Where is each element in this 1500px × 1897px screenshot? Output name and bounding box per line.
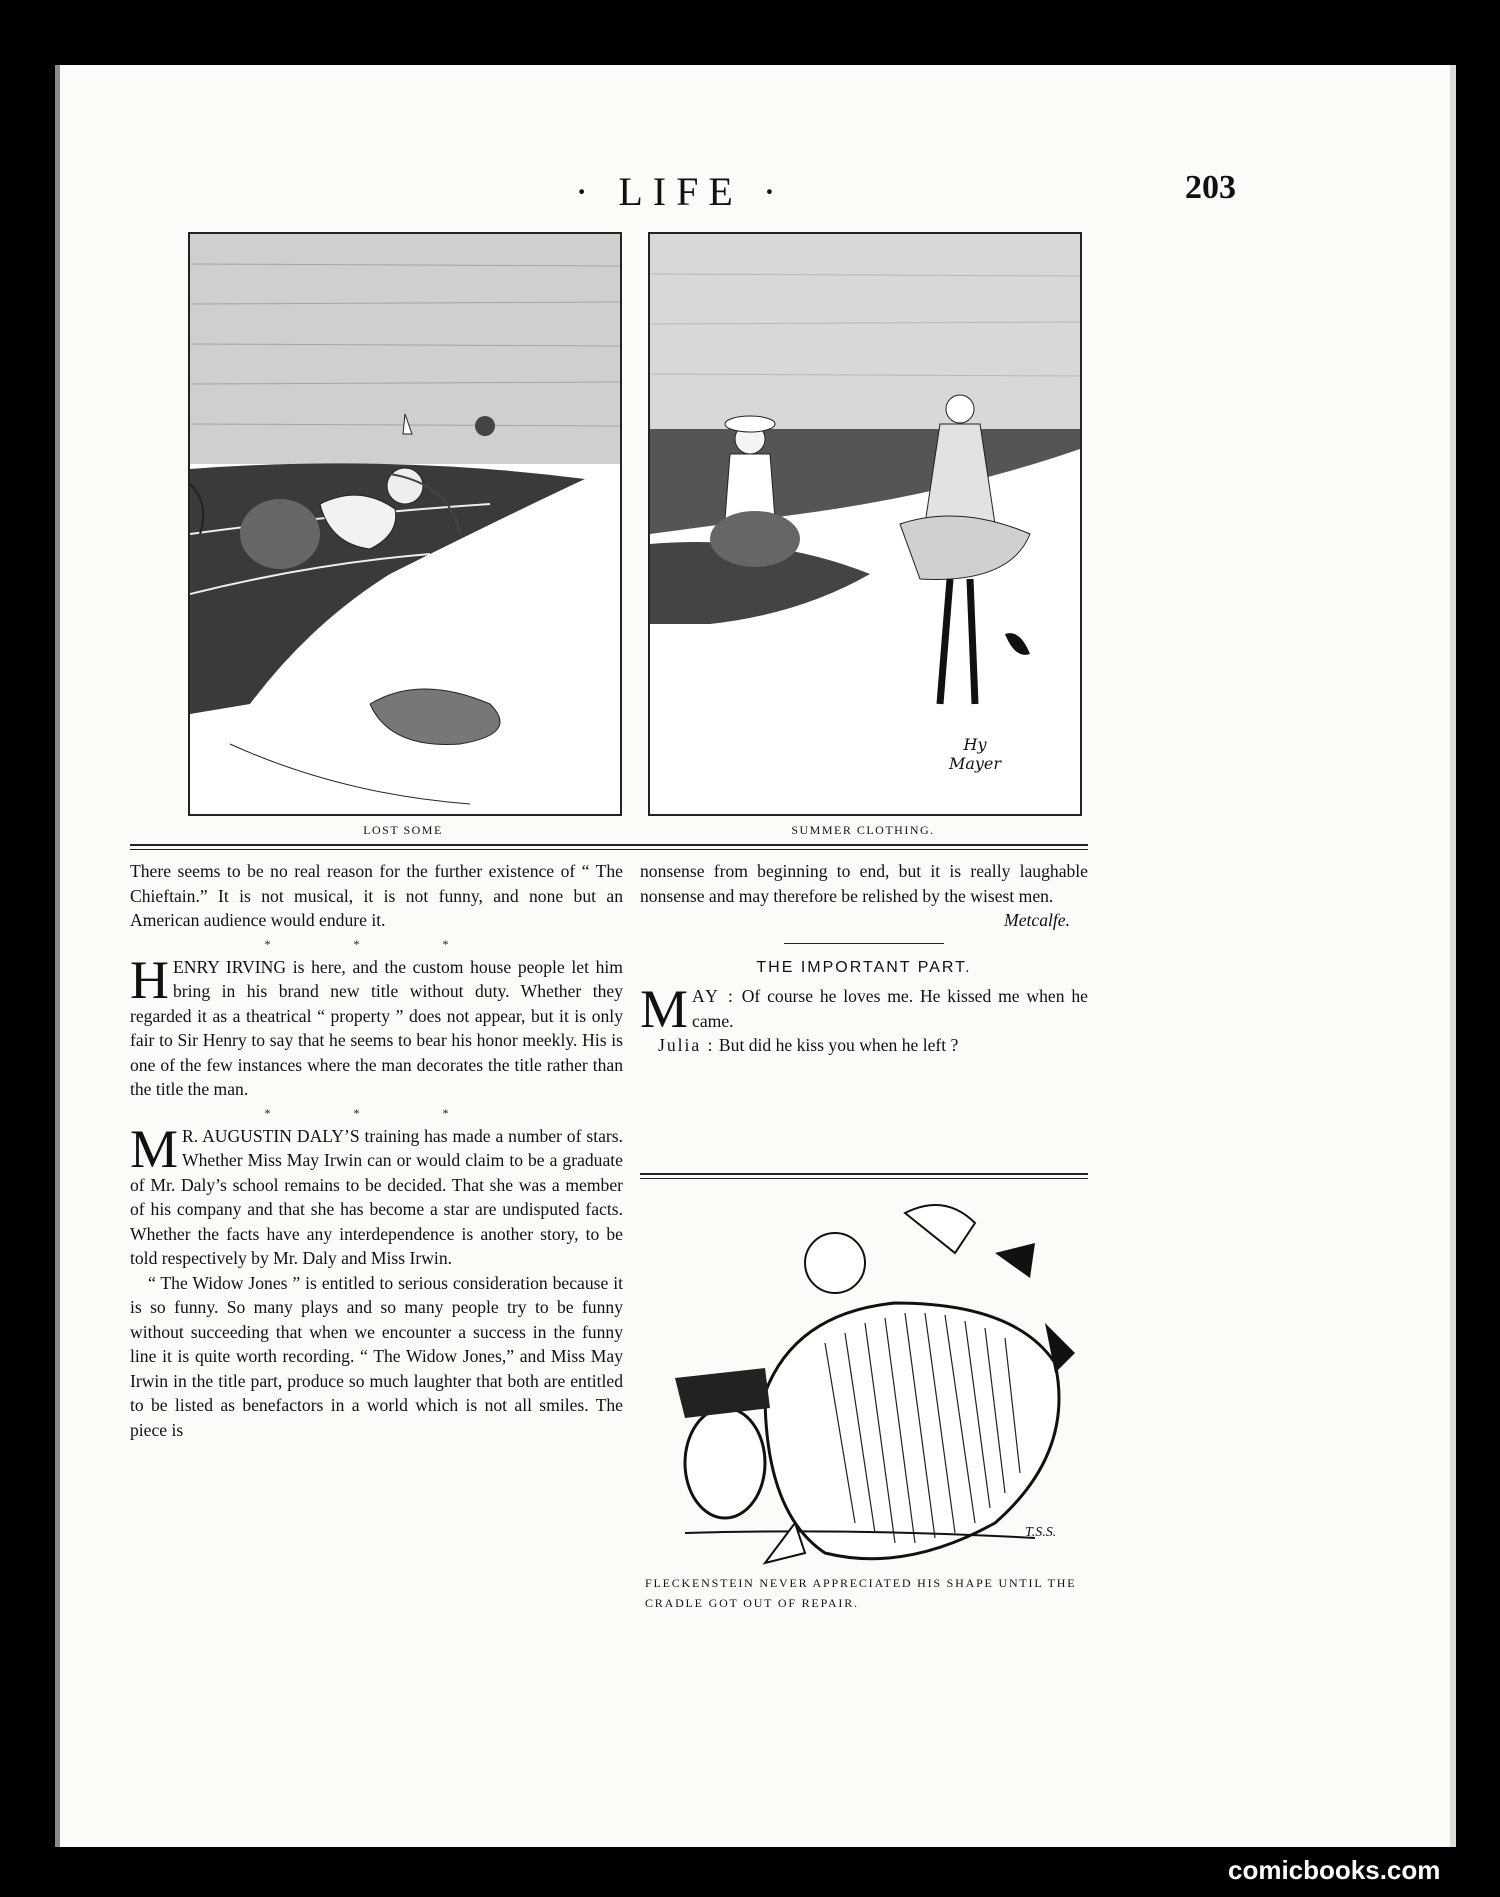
paragraph-daly bbox=[130, 1118, 623, 1271]
watermark: comicbooks.com bbox=[1228, 1855, 1441, 1885]
dialog-line-julia bbox=[640, 1033, 1088, 1058]
article-heading: THE IMPORTANT PART. bbox=[756, 958, 972, 976]
cartoon-fleckenstein bbox=[655, 1193, 1085, 1613]
dialog-line-may bbox=[640, 979, 1088, 1039]
beach-illustration bbox=[650, 234, 1080, 814]
right-column bbox=[640, 859, 1088, 1058]
drop-cap: M bbox=[130, 1118, 179, 1179]
paragraph-chieftain: There seems to be no real reason for the further existence of “ The Chieftain.” It is not musical, it is not funny, and none but an American audience would endure it. bbox=[130, 861, 623, 930]
drop-cap: M bbox=[640, 979, 689, 1039]
mermaid-illustration bbox=[190, 234, 620, 814]
caption-fleckenstein: FLECKENSTEIN NEVER APPRECIATED HIS SHAPE UNTIL THE CRADLE GOT OUT OF REPAIR. bbox=[645, 1576, 1077, 1610]
page-spine bbox=[55, 65, 60, 1847]
speaker-may: AY : bbox=[692, 986, 735, 1006]
magazine-page bbox=[55, 65, 1456, 1847]
horizontal-rule bbox=[640, 1173, 1088, 1179]
paragraph-irving-text: ENRY IRVING is here, and the custom house people let him bring in his brand new title without duty. Whether they regarded it as a theatrical “ property ” does not appear, but it is only fair to Sir Henry to say that he seems to bear his honor meekly. His is one of the few instances where the man decorates the title rather than the title the man. bbox=[130, 956, 623, 1099]
left-column bbox=[130, 859, 623, 1442]
speaker-julia: Julia : bbox=[658, 1035, 715, 1055]
short-rule bbox=[784, 943, 944, 944]
page-number: 203 bbox=[1185, 169, 1236, 206]
paragraph-daly-text: R. AUGUSTIN DALY’S training has made a number of stars. Whether Miss May Irwin can or would claim to be a graduate of Mr. Daly’s school remains to be decided. That she was a member of his company and that she has become a star are undisputed facts. Whether the facts have any interdependence is another story, to be told respectively by Mr. Daly and Miss Irwin. bbox=[130, 1125, 623, 1268]
illustration-lost-some bbox=[188, 232, 622, 816]
paragraph-widow-jones: “ The Widow Jones ” is entitled to serious consideration because it is so funny. So many plays and so many people try to be funny without succeeding that when we encounter a success in the funny line it is quite worth recording. “ The Widow Jones,” and Miss May Irwin in the title part, produce so much laughter that both are entitled to be listed as benefactors in a world which is not all smiles. The piece is bbox=[130, 1272, 623, 1440]
fleckenstein-cartoon-drawing bbox=[655, 1193, 1085, 1613]
section-separator: * * * bbox=[264, 1105, 489, 1120]
caption-lost-some: LOST SOME bbox=[363, 823, 443, 837]
paragraph-continued: nonsense from beginning to end, but it is really laughable nonsense and may therefore be relished by the wisest men. bbox=[640, 861, 1088, 906]
cartoonist-signature: T.S.S. bbox=[1025, 1525, 1057, 1540]
dialog-text-may: Of course he loves me. He kissed me when he came. bbox=[692, 986, 1088, 1031]
paragraph-irving bbox=[130, 949, 623, 1102]
illustrator-signature: Hy Mayer bbox=[948, 735, 1002, 773]
section-separator: * * * bbox=[264, 936, 489, 951]
horizontal-rule bbox=[130, 844, 1088, 850]
caption-summer-clothing: SUMMER CLOTHING. bbox=[791, 823, 935, 837]
masthead: · LIFE · bbox=[575, 169, 787, 214]
drop-cap: H bbox=[130, 949, 169, 1010]
author-signature: Metcalfe. bbox=[1004, 910, 1070, 930]
illustration-summer-clothing bbox=[648, 232, 1082, 816]
dialog-text-julia: But did he kiss you when he left ? bbox=[718, 1035, 959, 1055]
